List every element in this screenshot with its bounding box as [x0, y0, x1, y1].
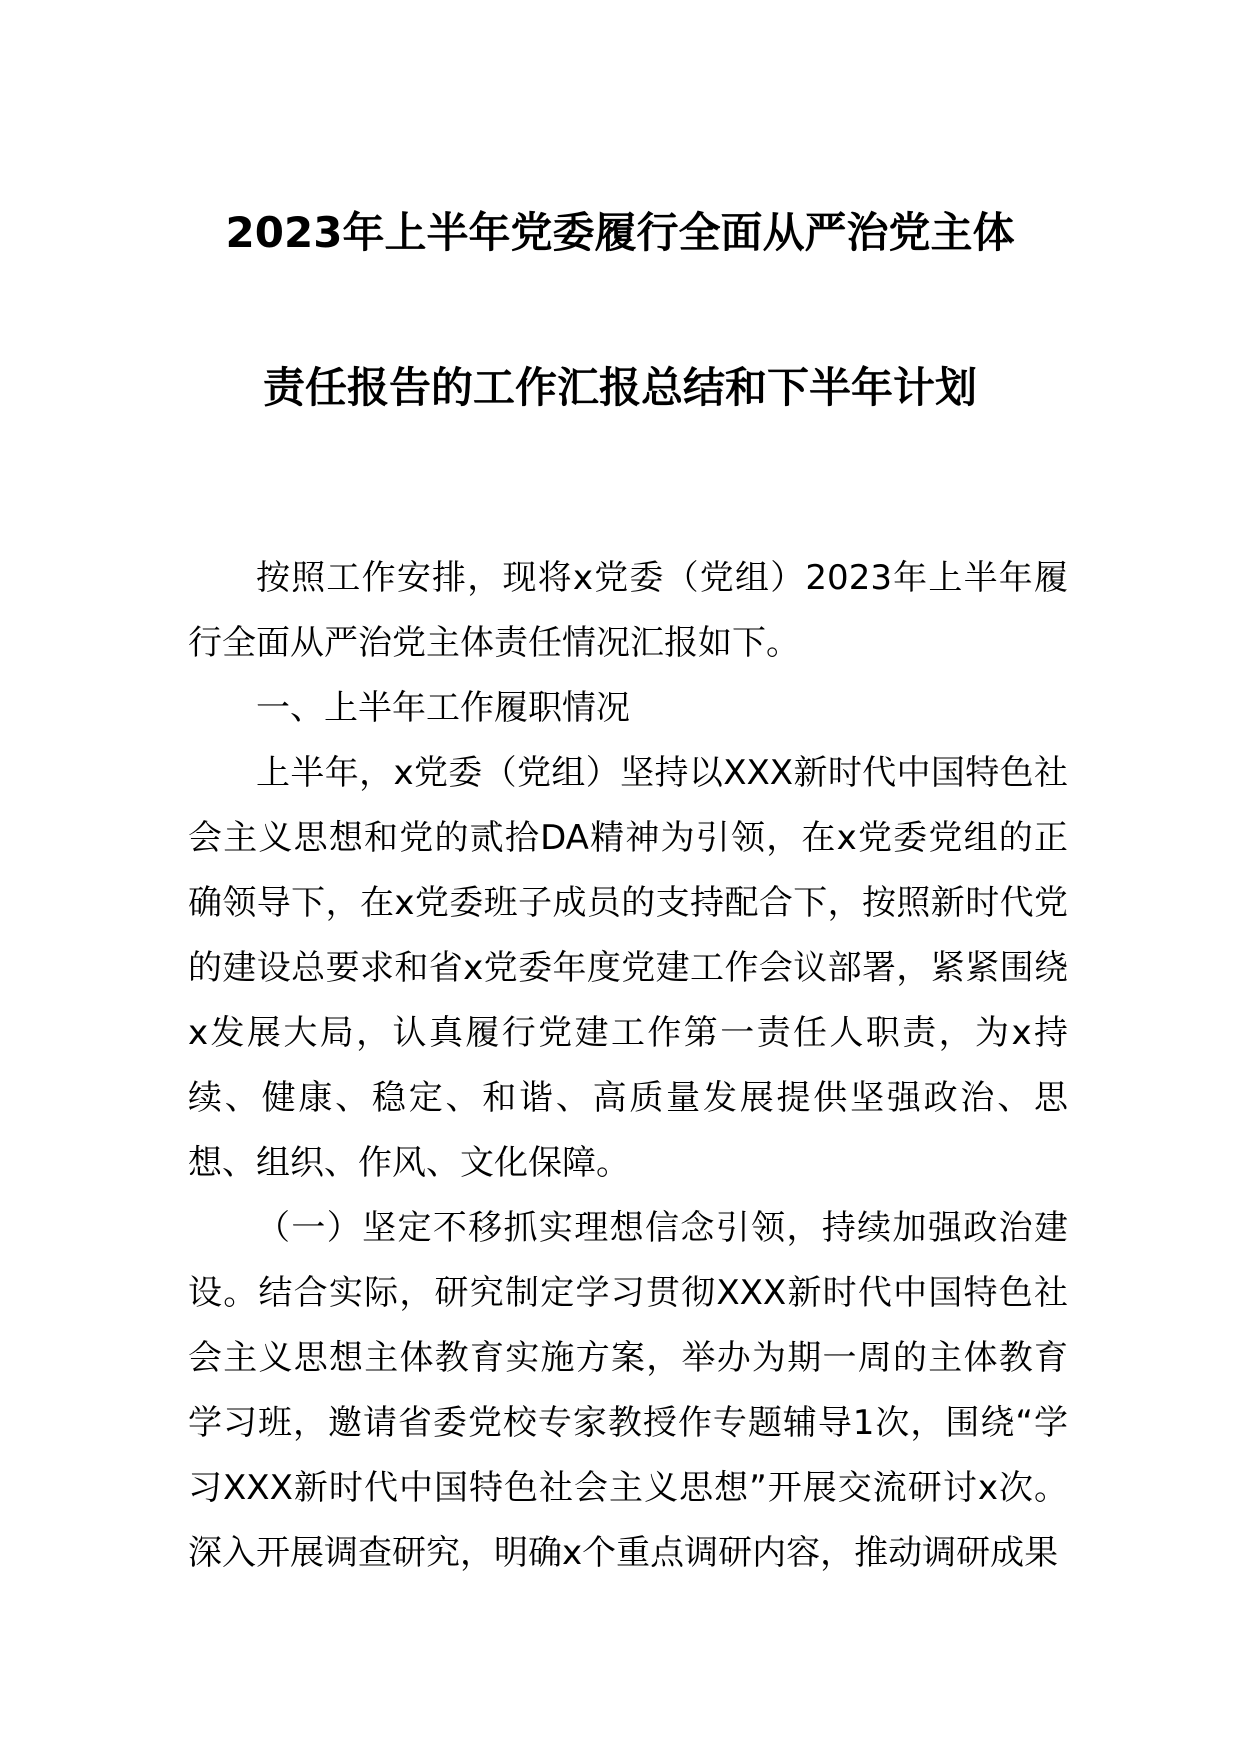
- intro-paragraph: 按照工作安排，现将x党委（党组）2023年上半年履行全面从严治党主体责任情况汇报如下。: [188, 558, 1068, 663]
- document-body: [188, 546, 1068, 1586]
- document-title-line-1: 2023年上半年党委履行全面从严治党主体: [225, 208, 1015, 257]
- body-paragraph: （一）坚定不移抓实理想信念引领，持续加强政治建设。结合实际，研究制定学习贯彻XXX新时代中国特色社会主义思想主体教育实施方案，举办为期一周的主体教育学习班，邀请省委党校专家教授作专题辅导1次，围绕“学习XXX新时代中国特色社会主义思想”开展交流研讨x次。深入开展调查研究，明确x个重点调研内容，推动调研成果: [188, 1208, 1068, 1573]
- section-heading: 一、上半年工作履职情况: [256, 688, 630, 728]
- body-paragraph: 上半年，x党委（党组）坚持以XXX新时代中国特色社会主义思想和党的贰拾DA精神为引领，在x党委党组的正确领导下，在x党委班子成员的支持配合下，按照新时代党的建设总要求和省x党委年度党建工作会议部署，紧紧围绕x发展大局，认真履行党建工作第一责任人职责，为x持续、健康、稳定、和谐、高质量发展提供坚强政治、思想、组织、作风、文化保障。: [188, 753, 1068, 1183]
- document-title-line-2: 责任报告的工作汇报总结和下半年计划: [262, 363, 977, 412]
